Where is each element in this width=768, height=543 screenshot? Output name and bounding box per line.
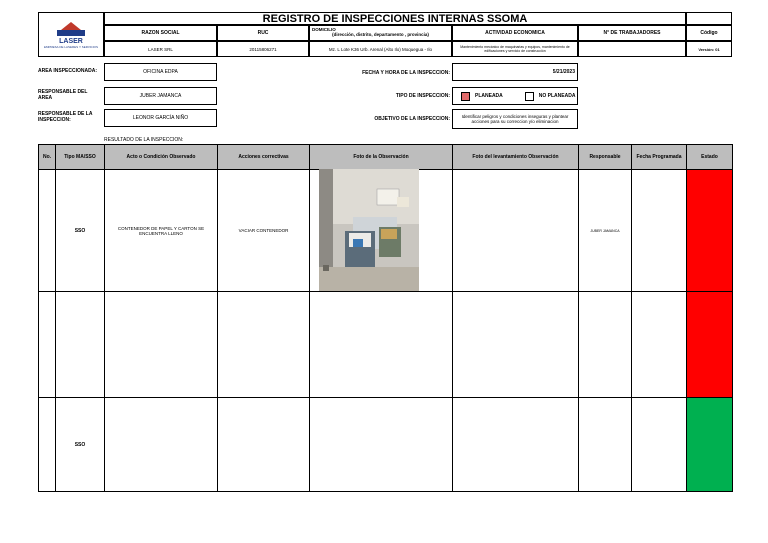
cell-acto [105, 292, 218, 398]
razon-social-label: RAZON SOCIAL [104, 25, 217, 41]
cell-responsable: JUBER JAMANCA [579, 170, 632, 292]
fecha-field[interactable]: 5/21/2023 [452, 63, 578, 81]
cell-acciones [218, 292, 310, 398]
cell-no [39, 398, 56, 492]
cell-acciones [218, 398, 310, 492]
cell-acciones: VACIAR CONTENEDOR [218, 170, 310, 292]
col-foto-lev: Foto del levantamiento Observación [453, 145, 579, 170]
trabajadores-label: N° DE TRABAJADORES [578, 25, 686, 41]
objetivo-field[interactable]: Identificar peligros y condiciones inseguras y plantear acciones para su correccion y/o eliminacion [452, 109, 578, 129]
tipo-field [452, 87, 578, 105]
cell-responsable [579, 292, 632, 398]
observation-photo [319, 169, 419, 291]
no-planeada-label: NO PLANEADA [538, 93, 576, 99]
col-foto-obs: Foto de la Observación [310, 145, 453, 170]
tipo-label: TIPO DE INSPECCION: [395, 93, 450, 99]
cell-fecha [632, 292, 687, 398]
responsable-insp-field[interactable]: LEONOR GARCÍA NIÑO [104, 109, 217, 127]
area-label: AREA INSPECCIONADA: [38, 68, 97, 74]
cell-tipo [56, 292, 105, 398]
inspection-table [38, 144, 733, 492]
responsable-insp-label: RESPONSABLE DE LA INSPECCION: [38, 111, 93, 123]
cell-foto-lev [453, 170, 579, 292]
cell-fecha [632, 398, 687, 492]
actividad-label: ACTIVIDAD ECONOMICA [452, 25, 578, 41]
cell-acto [105, 398, 218, 492]
table-header-row [39, 145, 733, 170]
objetivo-label: OBJETIVO DE LA INSPECCION: [374, 116, 450, 122]
trabajadores-value [578, 41, 686, 57]
col-responsable: Responsable [579, 145, 632, 170]
area-field[interactable]: OFICINA EDPA [104, 63, 217, 81]
codigo-label: Código [686, 25, 732, 41]
domicilio-sub: (dirección, distrito, departamento , provincia) [332, 32, 429, 37]
cell-estado [687, 398, 733, 492]
logo-caption: EMPRESA DE LASERES Y SERVICIOS [43, 45, 99, 49]
col-no: No. [39, 145, 56, 170]
cell-fecha [632, 170, 687, 292]
col-acciones: Acciones correctivas [218, 145, 310, 170]
no-planeada-checkbox[interactable] [525, 92, 534, 101]
planeada-checkbox[interactable] [461, 92, 470, 101]
col-tipo: Tipo MA/SSO [56, 145, 105, 170]
table-row [39, 398, 733, 492]
domicilio-label-cell [309, 25, 452, 41]
cell-estado [687, 292, 733, 398]
domicilio-label: DOMICILIO [312, 27, 336, 32]
cell-tipo: SSO [56, 398, 105, 492]
planeada-label: PLANEADA [475, 93, 503, 99]
fecha-label: FECHA Y HORA DE LA INSPECCION: [362, 70, 450, 76]
cell-foto-obs [310, 292, 453, 398]
razon-social-value: LASER SRL [104, 41, 217, 57]
cell-acto: CONTENEDOR DE PAPEL Y CARTON SE ENCUENTRA LLENO [105, 170, 218, 292]
cell-responsable [579, 398, 632, 492]
cell-foto-lev [453, 398, 579, 492]
company-logo [38, 12, 104, 57]
table-row [39, 292, 733, 398]
cell-foto-obs [310, 170, 453, 292]
cell-tipo: SSO [56, 170, 105, 292]
responsable-area-field[interactable]: JUBER JAMANCA [104, 87, 217, 105]
domicilio-value: Mz. L Lote K36 Urb. Arenal (Alto Ilo) Moquegua - Ilo [309, 41, 452, 57]
logo-icon [51, 20, 91, 38]
resultado-label: RESULTADO DE LA INSPECCION: [104, 137, 184, 143]
cell-no [39, 292, 56, 398]
col-acto: Acto o Condición Observado [105, 145, 218, 170]
cell-no [39, 170, 56, 292]
actividad-value: Mantenimiento mecánico de maquinarias y equipos, mantenimiento de edificaciones y servicio de construcción [452, 41, 578, 57]
responsable-area-label: RESPONSABLE DEL AREA [38, 89, 88, 101]
ruc-label: RUC [217, 25, 309, 41]
version-value: Versión: 01 [686, 41, 732, 57]
cell-foto-lev [453, 292, 579, 398]
table-row [39, 170, 733, 292]
form-title: REGISTRO DE INSPECCIONES INTERNAS SSOMA [104, 12, 686, 25]
cell-estado [687, 170, 733, 292]
cell-foto-obs [310, 398, 453, 492]
col-fecha: Fecha Programada [632, 145, 687, 170]
header-blank [686, 12, 732, 25]
ruc-value: 20115806271 [217, 41, 309, 57]
logo-text: LASER [59, 38, 83, 45]
col-estado: Estado [687, 145, 733, 170]
